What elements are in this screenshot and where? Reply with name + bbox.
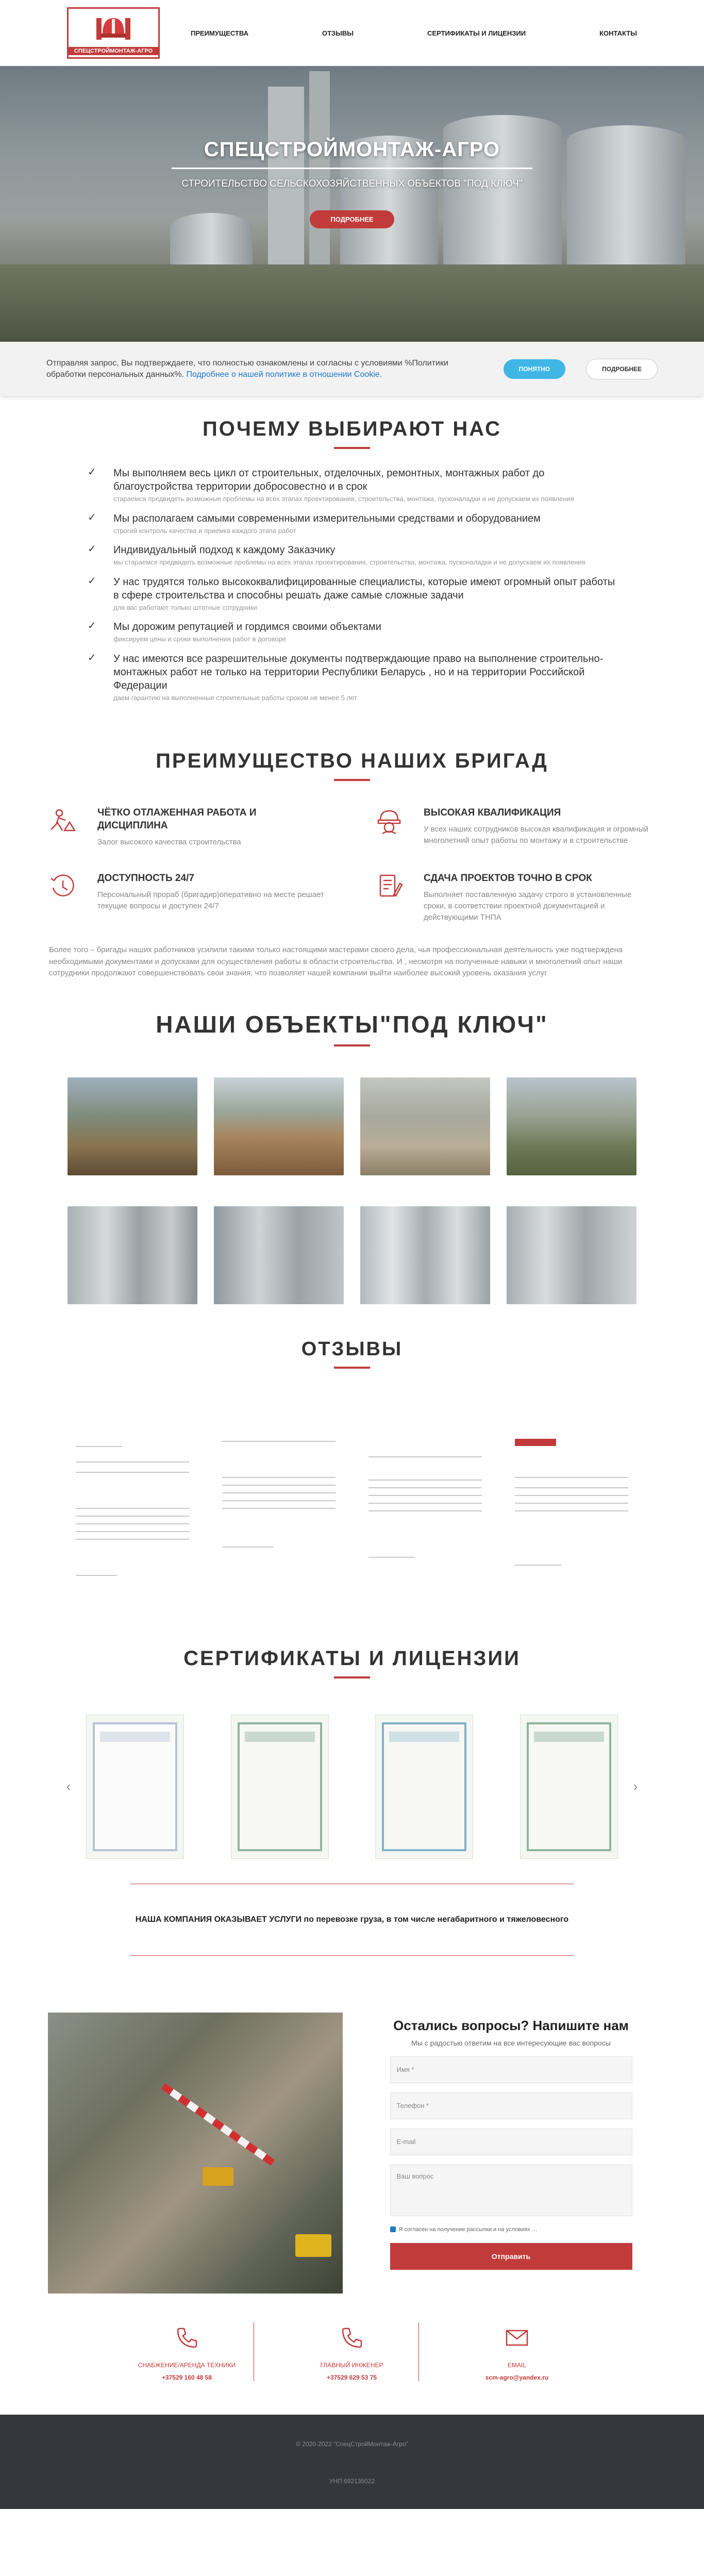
contact-label: EMAIL (507, 2361, 526, 2369)
object-photo[interactable] (360, 1206, 490, 1304)
why-item (88, 543, 616, 567)
letter-line (368, 1503, 482, 1504)
advantage-title: ВЫСОКАЯ КВАЛИФИКАЦИЯ (424, 807, 561, 819)
hero-more-button[interactable]: ПОДРОБНЕЕ (310, 210, 394, 228)
service-divider-bottom (130, 1955, 574, 1956)
certificate[interactable] (375, 1715, 473, 1859)
certificate[interactable] (231, 1715, 329, 1859)
certificate[interactable] (520, 1715, 618, 1859)
contact-engineer (285, 2322, 419, 2381)
advantage-item (375, 807, 655, 847)
check-icon: ✓ (88, 543, 96, 555)
hero-title: СПЕЦСТРОЙМОНТАЖ-АГРО (204, 138, 500, 161)
service-text-rest: по перевозке груза, в том числе негабаритного и тяжеловесного (301, 1915, 569, 1924)
certificate-header (100, 1732, 170, 1742)
letter-line (76, 1508, 189, 1509)
why-item (88, 652, 616, 703)
certificate[interactable] (86, 1715, 184, 1859)
letter-line (76, 1446, 122, 1447)
contact-email-link[interactable]: scm-agro@yandex.ru (485, 2373, 549, 2381)
why-section (0, 396, 704, 726)
contact-supply (120, 2322, 254, 2381)
certificate-header (245, 1732, 315, 1742)
advantages-grid (49, 807, 655, 923)
reviews-section (0, 1304, 704, 1616)
advantage-title: ДОСТУПНОСТЬ 24/7 (97, 873, 194, 884)
advantage-text: У всех наших сотрудников высокая квалификация и огромный многолетний опыт работы по монтажу и в строительстве (424, 824, 648, 845)
agree-checkbox-row[interactable] (390, 2226, 632, 2233)
certificate-frame (238, 1722, 322, 1851)
review-letter[interactable] (360, 1431, 490, 1616)
objects-title-suffix: " (535, 1010, 548, 1038)
contact-phone[interactable]: +37529 160 48 58 (161, 2373, 212, 2381)
letter-line (515, 1495, 628, 1496)
advantage-text: Персональный прораб (бригадир)оперативно на месте решает текущие вопросы и доступен 24/7 (97, 890, 324, 910)
review-letter[interactable] (68, 1431, 197, 1616)
object-photo[interactable] (507, 1077, 636, 1175)
helmet-logo-icon (95, 13, 131, 44)
hero-banner (0, 66, 704, 342)
photo-machine (295, 2234, 331, 2257)
carousel-next-icon[interactable]: › (633, 1779, 638, 1794)
check-icon: ✓ (88, 467, 96, 478)
why-item-note: мы стараемся предвидеть возможные проблемы на всех этапах проектирования, строительства, монтажа, пусконаладки и не допускаем их появления (113, 558, 585, 567)
contacts-row (120, 2322, 584, 2381)
object-photo[interactable] (214, 1206, 344, 1304)
form-subtitle: Мы с радостью ответим на все интересующие вас вопросы (411, 2038, 611, 2047)
why-item (88, 467, 616, 504)
phone-icon (120, 2322, 254, 2353)
why-item-main: Мы выполняем весь цикл от строительных, отделочных, ремонтных, монтажных работ до благоустройства территории добросовестно и в срок (113, 468, 545, 492)
letter-line (76, 1539, 189, 1540)
name-field[interactable]: Имя * (390, 2056, 632, 2083)
review-letter[interactable] (507, 1431, 636, 1616)
why-item-main: У нас трудятся только высококвалифицированные специалисты, которые имеют огромный опыт работы в сфере строительства и способны решать даже самые сложные задачи (113, 576, 615, 601)
letter-line (515, 1565, 561, 1566)
letter-line (76, 1516, 189, 1517)
cookie-accept-button[interactable]: ПОНЯТНО (504, 359, 566, 379)
letter-line (222, 1547, 274, 1548)
main-nav (191, 29, 637, 37)
email-field[interactable]: E-mail (390, 2129, 632, 2155)
why-list (88, 467, 616, 702)
nav-advantages[interactable]: ПРЕИМУЩЕСТВА (191, 29, 248, 37)
why-item-main: Мы дорожим репутацией и гордимся своими объектами (113, 621, 381, 633)
certificates-accent (334, 1676, 370, 1678)
letter-line (368, 1495, 482, 1496)
worker-icon (49, 807, 77, 835)
letter-line (222, 1441, 336, 1442)
letter-line (76, 1575, 117, 1576)
why-item-note: для вас работают только штатные сотрудники (113, 603, 257, 611)
service-section (0, 1859, 704, 1956)
nav-contacts[interactable]: КОНТАКТЫ (599, 29, 637, 37)
hero-divider (172, 168, 532, 169)
check-icon: ✓ (88, 575, 96, 587)
brigades-paragraph: Более того – бригады наших работников усилили такими только настоящими мастерами своего дела, чья профессиональная деятельность уже подтверждена необходимыми документами и допусками для осуществления работы в области строительства. И , несмотря на полученные навыки и многолетний опыт наши сотрудники продолжают совершенствовать свои знания, что позволяет нашей компании выйти наиболее высокий уровень оказания услуг (49, 945, 623, 978)
why-title: ПОЧЕМУ ВЫБИРАЮТ НАС (202, 418, 502, 440)
hero-subtitle: СТРОИТЕЛЬСТВО СЕЛЬСКОХОЗЯЙСТВЕННЫХ ОБЪЕКТОВ "ПОД КЛЮЧ" (181, 178, 523, 189)
certificate-frame (527, 1722, 611, 1851)
why-item-note: фиксируем цены и сроки выполнения работ в договоре (113, 635, 287, 643)
letter-line (76, 1461, 189, 1462)
why-item (88, 512, 616, 536)
photo-barrier (161, 2083, 275, 2166)
cookie-text (46, 358, 483, 380)
photo-machine (203, 2167, 233, 2186)
agree-checkbox[interactable] (390, 2226, 396, 2232)
why-item-note: строгий контроль качества и приемка каждого этапа работ (113, 526, 296, 535)
why-accent (334, 447, 370, 449)
advantage-title: СДАЧА ПРОЕКТОВ ТОЧНО В СРОК (424, 873, 592, 884)
letter-line (368, 1557, 415, 1558)
reviews-letters (68, 1431, 636, 1616)
nav-certificates[interactable]: СЕРТИФИКАТЫ И ЛИЦЕНЗИИ (427, 29, 526, 37)
why-item (88, 575, 616, 612)
cookie-more-button[interactable]: ПОДРОБНЕЕ (586, 359, 658, 379)
certificates-carousel (63, 1715, 641, 1859)
certificates-list (86, 1715, 618, 1859)
footer-unp: УНП 692135022 (329, 2477, 375, 2485)
form-title: Остались вопросы? Напишите нам (393, 2017, 629, 2033)
site-footer (0, 2415, 704, 2509)
check-icon: ✓ (88, 652, 96, 663)
logo-text: СПЕЦСТРОЙМОНТАЖ-АГРО (69, 47, 158, 55)
hero-ground (0, 264, 704, 342)
why-item-main: У нас имеются все разрешительные документы подтверждающие право на выполнение строительно-монтажных работ не только на территории Республики Беларусь , но и на территории Российской Федерации (113, 653, 604, 691)
carousel-prev-icon[interactable]: ‹ (66, 1779, 71, 1794)
why-item-note: даем гарантию на выполненные строительные работы сроком не менее 5 лет (113, 693, 357, 702)
reviews-title: ОТЗЫВЫ (301, 1338, 403, 1360)
document-icon (375, 872, 403, 900)
advantage-item (375, 872, 655, 923)
construction-photo (48, 2013, 343, 2294)
brigades-section (0, 726, 704, 979)
objects-section (0, 979, 704, 1304)
certificate-header (534, 1732, 604, 1742)
submit-button[interactable]: Отправить (390, 2243, 632, 2270)
why-item-main: Индивидуальный подход к каждому Заказчику (113, 544, 336, 556)
objects-title-bold: ПОД КЛЮЧ (392, 1010, 535, 1038)
certificates-title: СЕРТИФИКАТЫ И ЛИЦЕНЗИИ (183, 1647, 521, 1670)
contact-phone[interactable]: +37529 629 53 75 (326, 2373, 377, 2381)
footer-copyright: © 2020-2022 "СпецСтройМонтаж-Агро" (296, 2440, 408, 2448)
letter-line (222, 1492, 336, 1493)
hero-content (0, 138, 704, 228)
why-item-main: Мы располагаем самыми современными измерительными средствами и оборудованием (113, 512, 541, 524)
why-item (88, 620, 616, 644)
certificate-frame (93, 1722, 177, 1851)
review-letter[interactable] (214, 1431, 344, 1616)
object-photo[interactable] (214, 1077, 344, 1175)
letter-line (368, 1480, 482, 1481)
letter-line (368, 1510, 482, 1511)
clock-icon (49, 872, 77, 900)
brigades-accent (334, 779, 370, 781)
letter-line (76, 1472, 189, 1473)
cookie-banner (0, 342, 704, 396)
objects-title-prefix: НАШИ ОБЪЕКТЫ" (156, 1010, 393, 1038)
letter-line (515, 1439, 556, 1446)
contact-label: ГЛАВНЫЙ ИНЖЕНЕР (320, 2361, 383, 2369)
certificate-frame (382, 1722, 466, 1851)
contact-label: СНАБЖЕНИЕ/АРЕНДА ТЕХНИКИ (138, 2361, 236, 2369)
check-icon: ✓ (88, 620, 96, 632)
letter-line (222, 1500, 336, 1501)
why-item-note: стараемся предвидеть возможные проблемы на всех этапах проектирования, строительства, монтажа, пусконаладки и не допускаем их появления (113, 495, 574, 503)
letter-line (222, 1508, 336, 1509)
cookie-message: Отправляя запрос, Вы подтверждаете, что полностью ознакомлены и согласны с условиями %Политики обработки персональных данных%. (46, 358, 448, 379)
letter-line (368, 1487, 482, 1488)
cookie-policy-link[interactable]: Подробнее о нашей политике в отношении Cookie. (186, 370, 382, 379)
contact-email (450, 2322, 584, 2381)
brigades-title: ПРЕИМУЩЕСТВО НАШИХ БРИГАД (156, 750, 548, 773)
letter-line (76, 1523, 189, 1524)
letter-line (515, 1477, 628, 1478)
letter-line (515, 1487, 628, 1488)
objects-title (0, 1010, 704, 1038)
object-photo[interactable] (360, 1077, 490, 1175)
letter-line (222, 1485, 336, 1486)
advantage-item (49, 872, 329, 923)
certificate-header (389, 1732, 459, 1742)
nav-reviews[interactable]: ОТЗЫВЫ (322, 29, 354, 37)
helmet-icon (375, 807, 403, 835)
certificates-section (0, 1616, 704, 1859)
letter-line (515, 1503, 628, 1504)
letter-line (222, 1477, 336, 1478)
letter-line (515, 1510, 628, 1511)
mail-icon (450, 2322, 584, 2353)
object-photo[interactable] (68, 1206, 197, 1304)
logo[interactable] (67, 7, 160, 59)
service-text-bold: НАША КОМПАНИЯ ОКАЗЫВАЕТ УСЛУГИ (135, 1915, 302, 1924)
object-photo[interactable] (507, 1206, 636, 1304)
advantage-text: Залог высокого качества строительства (97, 837, 241, 846)
agree-label: Я согласен на получение рассылки и на условиях … (398, 2226, 538, 2233)
letter-line (368, 1456, 482, 1457)
objects-gallery (68, 1077, 636, 1304)
letter-line (76, 1531, 189, 1532)
reviews-accent (334, 1367, 370, 1369)
phone-icon (285, 2322, 418, 2353)
advantage-item (49, 807, 329, 847)
objects-accent (334, 1044, 370, 1046)
service-text (0, 1915, 704, 1924)
contact-section (48, 2013, 656, 2294)
advantage-title: ЧЁТКО ОТЛАЖЕННАЯ РАБОТА И ДИСЦИПЛИНА (97, 807, 257, 831)
advantage-text: Выполняет поставленную задачу строго в установленные сроки, в соответствии проектной документацией и действующими ТНПА (424, 890, 632, 922)
object-photo[interactable] (68, 1077, 197, 1175)
phone-field[interactable]: Телефон * (390, 2092, 632, 2119)
site-header (0, 0, 704, 66)
contact-form (366, 2013, 656, 2294)
check-icon: ✓ (88, 511, 96, 523)
question-field[interactable]: Ваш вопрос (390, 2165, 632, 2216)
